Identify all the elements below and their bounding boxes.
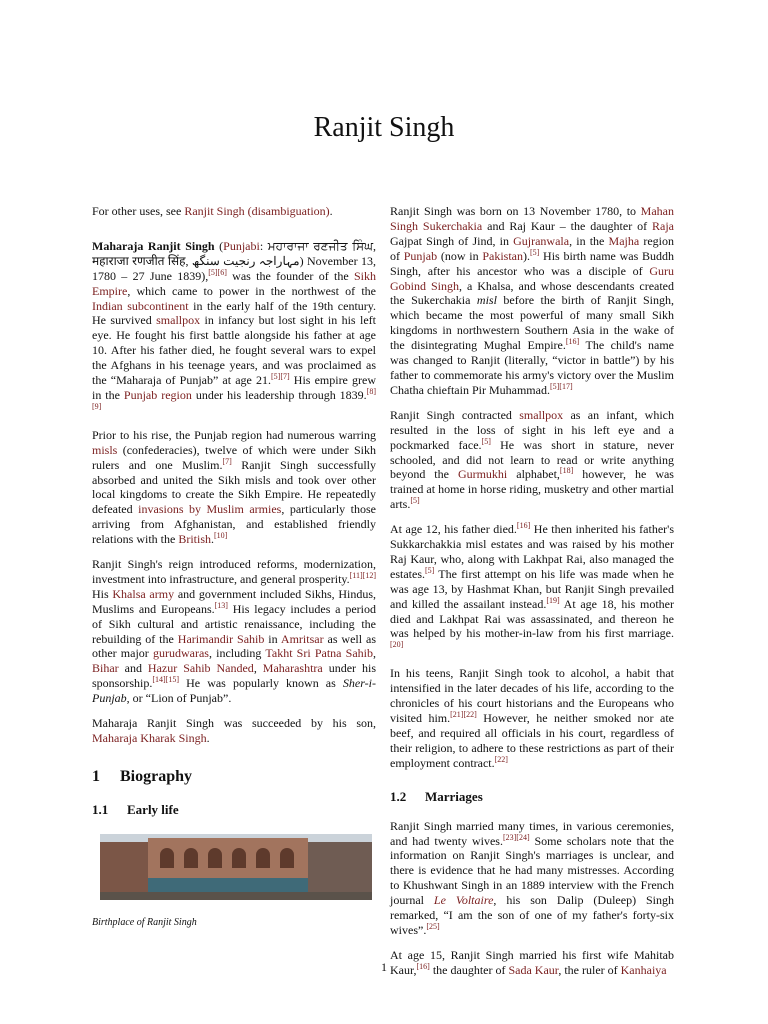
citation-ref[interactable]: [22]: [494, 754, 508, 764]
misl-text: misl: [476, 293, 497, 308]
gujranwala-link[interactable]: Gujranwala: [513, 233, 570, 248]
sikh-empire-link[interactable]: Sikh Empire: [92, 268, 377, 298]
citation-ref[interactable]: [16]: [416, 961, 430, 971]
maharashtra-link[interactable]: Maharashtra: [262, 661, 323, 676]
punjab-link[interactable]: Punjab: [403, 248, 438, 263]
disambiguation-link[interactable]: Ranjit Singh (disambiguation): [184, 204, 330, 218]
citation-ref[interactable]: [19]: [546, 595, 560, 605]
citation-ref[interactable]: [5][7]: [271, 372, 290, 382]
smallpox-link[interactable]: smallpox: [156, 313, 201, 328]
page-title: Ranjit Singh: [313, 112, 455, 143]
citation-ref[interactable]: [18]: [559, 466, 574, 476]
left-column: [92, 204, 376, 931]
hatnote: For other uses, see Ranjit Singh (disambiguation).: [92, 204, 333, 218]
page-number: 1: [381, 960, 387, 974]
rise-paragraph: Prior to his rise, the Punjab region had numerous warring misls (confederacies), twelve of which were under Sikh rulers and one Muslim.[7] Ranjit Singh successfully absorbed and united the Sikh misls and took over other local kingdoms to create the Sikh Empire. He repeatedly defeated invasions by Muslim armies, particularly those arriving from Afghanistan, and established friendly relations with the British.[10]: [92, 427, 376, 547]
citation-ref[interactable]: [10]: [214, 531, 228, 541]
gurudwaras-link[interactable]: gurudwaras: [152, 646, 209, 661]
citation-ref[interactable]: [7]: [222, 456, 232, 466]
citation-ref[interactable]: [5][6]: [208, 267, 227, 277]
british-link[interactable]: British: [178, 532, 211, 547]
kanhaiya-link[interactable]: Kanhaiya: [620, 962, 667, 977]
kharak-singh-link[interactable]: Maharaja Kharak Singh: [92, 731, 207, 745]
citation-ref[interactable]: [23][24]: [502, 832, 530, 842]
subsection-heading-early-life: 1.1 Early life: [92, 801, 179, 817]
birth-paragraph: Ranjit Singh was born on 13 November 1780, to Mahan Singh Sukerchakia and Raj Kaur – the daughter of Raja Gajpat Singh of Jind, in Gujranwala, in the Majha region of Punjab (now in Pakistan).[5] His birth name was Buddh Singh, after his ancestor who was a disciple of Guru Gobind Singh, a Khalsa, and whose descendants created the Sukerchakia misl before the birth of Ranjit Singh, which became the most powerful of many small Sikh kingdoms in northwestern Southern Asia in the wake of the disintegrating Mughal Empire.[16] The child's name was changed to Ranjit (literally, “victor in battle”) by his father to commemorate his army's victory over the Muslim Chatha chieftain Pir Muhammad.[5][17]: [390, 204, 675, 397]
citation-ref[interactable]: [20]: [390, 640, 404, 650]
marriages-paragraph: Ranjit Singh married many times, in various ceremonies, and had twenty wives.[23][24] Some scholars note that the information on Ranjit Singh's marriages is unclear, and there is evidence that he had many mistresses. According to Khushwant Singh in an 1889 interview with the French journal Le Voltaire, his son Dalip (Duleep) Singh remarked, “I am the son of one of my father's forty-six wives”.[25]: [390, 818, 674, 937]
khalsa-army-link[interactable]: Khalsa army: [112, 586, 175, 601]
guru-gobind-singh-link[interactable]: Guru Gobind Singh: [390, 263, 674, 293]
reign-paragraph: Ranjit Singh's reign introduced reforms, modernization, investment into infrastructure, and general prosperity.[11][12] His Khalsa army and government included Sikhs, Hindus, Muslims and Europeans.[13] His legacy includes a period of Sikh cultural and artistic renaissance, including the rebuilding of the Harimandir Sahib in Amritsar as well as other major gurudwaras, including Takht Sri Patna Sahib, Bihar and Hazur Sahib Nanded, Maharashtra under his sponsorship.[14][15] He was popularly known as Sher-i-Punjab, or “Lion of Punjab”.: [92, 557, 377, 706]
misls-link[interactable]: misls: [92, 442, 118, 457]
smallpox-link[interactable]: smallpox: [519, 407, 564, 422]
invasions-link[interactable]: invasions by Muslim armies: [138, 502, 282, 517]
majha-link[interactable]: Majha: [608, 233, 640, 248]
indian-subcontinent-link[interactable]: Indian subcontinent: [92, 298, 189, 313]
citation-ref[interactable]: [16]: [565, 337, 580, 347]
citation-ref[interactable]: [5]: [425, 565, 435, 575]
citation-ref[interactable]: [14][15]: [152, 675, 179, 685]
citation-ref[interactable]: [21][22]: [450, 710, 477, 719]
section-heading-biography: 1 Biography: [92, 767, 193, 785]
smallpox-paragraph: Ranjit Singh contracted smallpox as an infant, which resulted in the loss of sight in his left eye and a pockmarked face.[5] He was short in stature, never schooled, and did not learn to read or write anything beyond the Gurmukhi alphabet,[18] however, he was trained at home in horse riding, musketry and other martial arts.[5]: [390, 407, 674, 512]
gurmukhi-link[interactable]: Gurmukhi: [457, 467, 508, 482]
sada-kaur-link[interactable]: Sada Kaur: [508, 962, 559, 977]
amritsar-link[interactable]: Amritsar: [280, 631, 324, 646]
intro-paragraph: Maharaja Ranjit Singh (Punjabi: ਮਹਾਰਾਜਾ ਰਣਜੀਤ ਸਿੰਘ, महाराजा रणजीत सिंह, مہاراجہ رنجیت سنگھ) November 13, 1780 – 27 June 1839),[5][6] was the founder of the Sikh Empire, which came to power in the northwest of the Indian subcontinent in the early half of the 19th century. He survived smallpox in infancy but lost sight in his left eye. He fought his first battle alongside his father at age 10. After his father died, he fought several wars to expel the Afghans in his teenage years, and was proclaimed as the “Maharaja of Punjab” at age 21.[5][7] His empire grew in the Punjab region under his leadership through 1839.[8][9]: [92, 238, 377, 411]
punjabi-link[interactable]: Punjabi: [223, 238, 260, 253]
mahan-singh-link[interactable]: Mahan Singh Sukerchakia: [390, 204, 674, 233]
photo-caption: Birthplace of Ranjit Singh: [92, 916, 197, 928]
subsection-heading-marriages: 1.2 Marriages: [390, 788, 483, 804]
citation-ref[interactable]: [13]: [214, 600, 228, 610]
hazur-sahib-link[interactable]: Hazur Sahib Nanded: [147, 661, 254, 676]
citation-ref[interactable]: [16]: [516, 521, 531, 531]
first-wife-paragraph: At age 15, Ranjit Singh married his first wife Mahitab Kaur,[16] the daughter of Sada Kaur, the ruler of Kanhaiya: [390, 947, 674, 977]
subject-name: Maharaja Ranjit Singh: [92, 238, 215, 253]
citation-ref[interactable]: [5][17]: [549, 381, 573, 391]
succession-paragraph: Maharaja Ranjit Singh was succeeded by his son, Maharaja Kharak Singh.: [92, 716, 376, 745]
punjab-region-link[interactable]: Punjab region: [123, 387, 192, 402]
citation-ref[interactable]: [8][9]: [92, 386, 376, 411]
raja-link[interactable]: Raja: [652, 218, 674, 233]
patna-sahib-link[interactable]: Takht Sri Patna Sahib: [265, 646, 373, 661]
right-column: [390, 204, 674, 988]
citation-ref[interactable]: [25]: [426, 921, 440, 931]
father-death-paragraph: At age 12, his father died.[16] He then inherited his father's Sukkarchakkia misl estates and was raised by his mother Raj Kaur, who, along with Lakhpat Rai, also managed the estates.[5] The first attempt on his life was made when he was age 13, by Hashmat Khan, but Ranjit Singh prevailed and killed the assailant instead.[19] At age 18, his mother died and Lakhpat Rai was assassinated, and thereon he was helped by his mother-in-law from his first marriage.[20]: [390, 521, 675, 650]
harimandir-sahib-link[interactable]: Harimandir Sahib: [177, 631, 265, 646]
citation-ref[interactable]: [5]: [410, 496, 420, 506]
birthplace-photo[interactable]: [100, 834, 372, 900]
bihar-link[interactable]: Bihar: [92, 661, 119, 676]
citation-ref[interactable]: [5]: [481, 436, 491, 446]
sher-i-punjab-text: Sher-i-Punjab: [92, 676, 376, 706]
citation-ref[interactable]: [5]: [529, 247, 540, 257]
citation-ref[interactable]: [11][12]: [349, 570, 376, 580]
pakistan-link[interactable]: Pakistan: [482, 248, 523, 263]
alcohol-paragraph: In his teens, Ranjit Singh took to alcohol, a habit that intensified in the later decades of his life, according to the chronicles of his court historians and the Europeans who visited him.[21][22] However, he neither smoked nor ate beef, and required all officials in his court, regardless of their religion, to adhere to these restrictions as part of their employment contract.[22]: [390, 666, 674, 770]
le-voltaire-link[interactable]: Le Voltaire: [433, 893, 494, 908]
